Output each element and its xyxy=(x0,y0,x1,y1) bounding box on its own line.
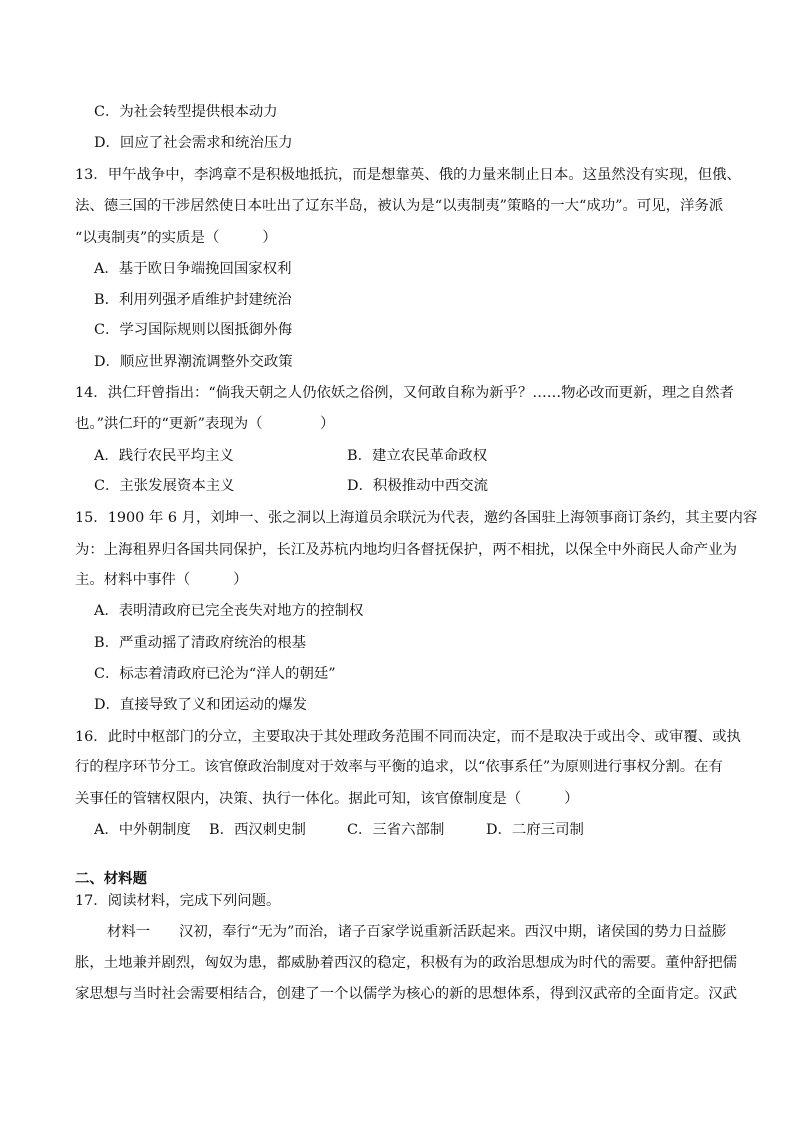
q16-option-c: C．三省六部制 xyxy=(347,822,445,838)
q12-option-d: D．回应了社会需求和统治压力 xyxy=(94,135,293,151)
q16-stem-line3: 关事任的管辖权限内，决策、执行一体化。据此可知，该官僚制度是（ ） xyxy=(75,791,579,807)
q14-stem-line1: 14．洪仁玕曾指出：“倘我天朝之人仍依妖之俗例，又何敢自称为新乎？……物必改而更新，理之自然者 xyxy=(75,385,734,401)
q15-stem-line2: 为：上海租界归各国共同保护，长江及苏杭内地均归各督抚保护，两不相扰，以保全中外商民人命产业为 xyxy=(75,542,737,558)
q13-stem-line2: 法、德三国的干涉居然使日本吐出了辽东半岛，被认为是“以夷制夷”策略的一大“成功”。可见，洋务派 xyxy=(75,198,724,214)
q13-stem-line3: “以夷制夷”的实质是（ ） xyxy=(75,230,277,246)
q16-option-b: B．西汉刺史制 xyxy=(209,822,306,838)
q14-option-a: A．践行农民平均主义 xyxy=(94,448,234,464)
q14-option-d: D．积极推动中西交流 xyxy=(347,478,489,494)
q14-stem-line2: 也。”洪仁玕的“更新”表现为（ ） xyxy=(75,416,335,432)
q17-material1-line3: 家思想与当时社会需要相结合，创建了一个以儒学为核心的新的思想体系，得到汉武帝的全面肯定。汉武 xyxy=(75,986,737,1002)
q16-option-d: D．二府三司制 xyxy=(486,822,584,838)
q13-option-b: B．利用列强矛盾维护封建统治 xyxy=(94,292,292,308)
q16-stem-line2: 行的程序环节分工。该官僚政治制度对于效率与平衡的追求，以“依事系任”为原则进行事权分割。在有 xyxy=(75,759,723,775)
q15-option-a: A．表明清政府已完全丧失对地方的控制权 xyxy=(94,603,364,619)
q15-option-c: C．标志着清政府已沦为“洋人的朝廷” xyxy=(94,666,336,682)
q17-material1-line1: 材料一 汉初，奉行“无为”而治，诸子百家学说重新活跃起来。西汉中期，诸侯国的势力日益膨 xyxy=(107,924,727,940)
q14-option-c: C．主张发展资本主义 xyxy=(94,478,235,494)
q16-stem-line1: 16．此时中枢部门的分立，主要取决于其处理政务范围不同而决定，而不是取决于或出令、或审覆、或执 xyxy=(75,729,741,745)
q15-stem-line1: 15．1900 年 6 月，刘坤一、张之洞以上海道员余联沅为代表，邀约各国驻上海领事商订条约，其主要内容 xyxy=(75,510,758,526)
q17-stem-line1: 17．阅读材料，完成下列问题。 xyxy=(75,893,281,909)
section-heading-materials: 二、材料题 xyxy=(75,870,147,887)
q16-option-a: A．中外朝制度 xyxy=(94,822,191,838)
q15-option-b: B．严重动摇了清政府统治的根基 xyxy=(94,635,307,651)
q17-material1-line2: 胀，土地兼并剧烈，匈奴为患，都威胁着西汉的稳定，积极有为的政治思想成为时代的需要。董仲舒把儒 xyxy=(75,955,737,971)
q13-stem-line1: 13．甲午战争中，李鸿章不是积极地抵抗，而是想靠英、俄的力量来制止日本。这虽然没有实现，但俄、 xyxy=(75,167,741,183)
q13-option-a: A．基于欧日争端挽回国家权利 xyxy=(94,261,292,277)
q13-option-d: D．顺应世界潮流调整外交政策 xyxy=(94,354,293,370)
q12-option-c: C．为社会转型提供根本动力 xyxy=(94,104,278,120)
q13-option-c: C．学习国际规则以图抵御外侮 xyxy=(94,322,293,338)
q14-option-b: B．建立农民革命政权 xyxy=(347,448,488,464)
q15-option-d: D．直接导致了义和团运动的爆发 xyxy=(94,697,308,713)
q15-stem-line3: 主。材料中事件（ ） xyxy=(75,572,248,588)
